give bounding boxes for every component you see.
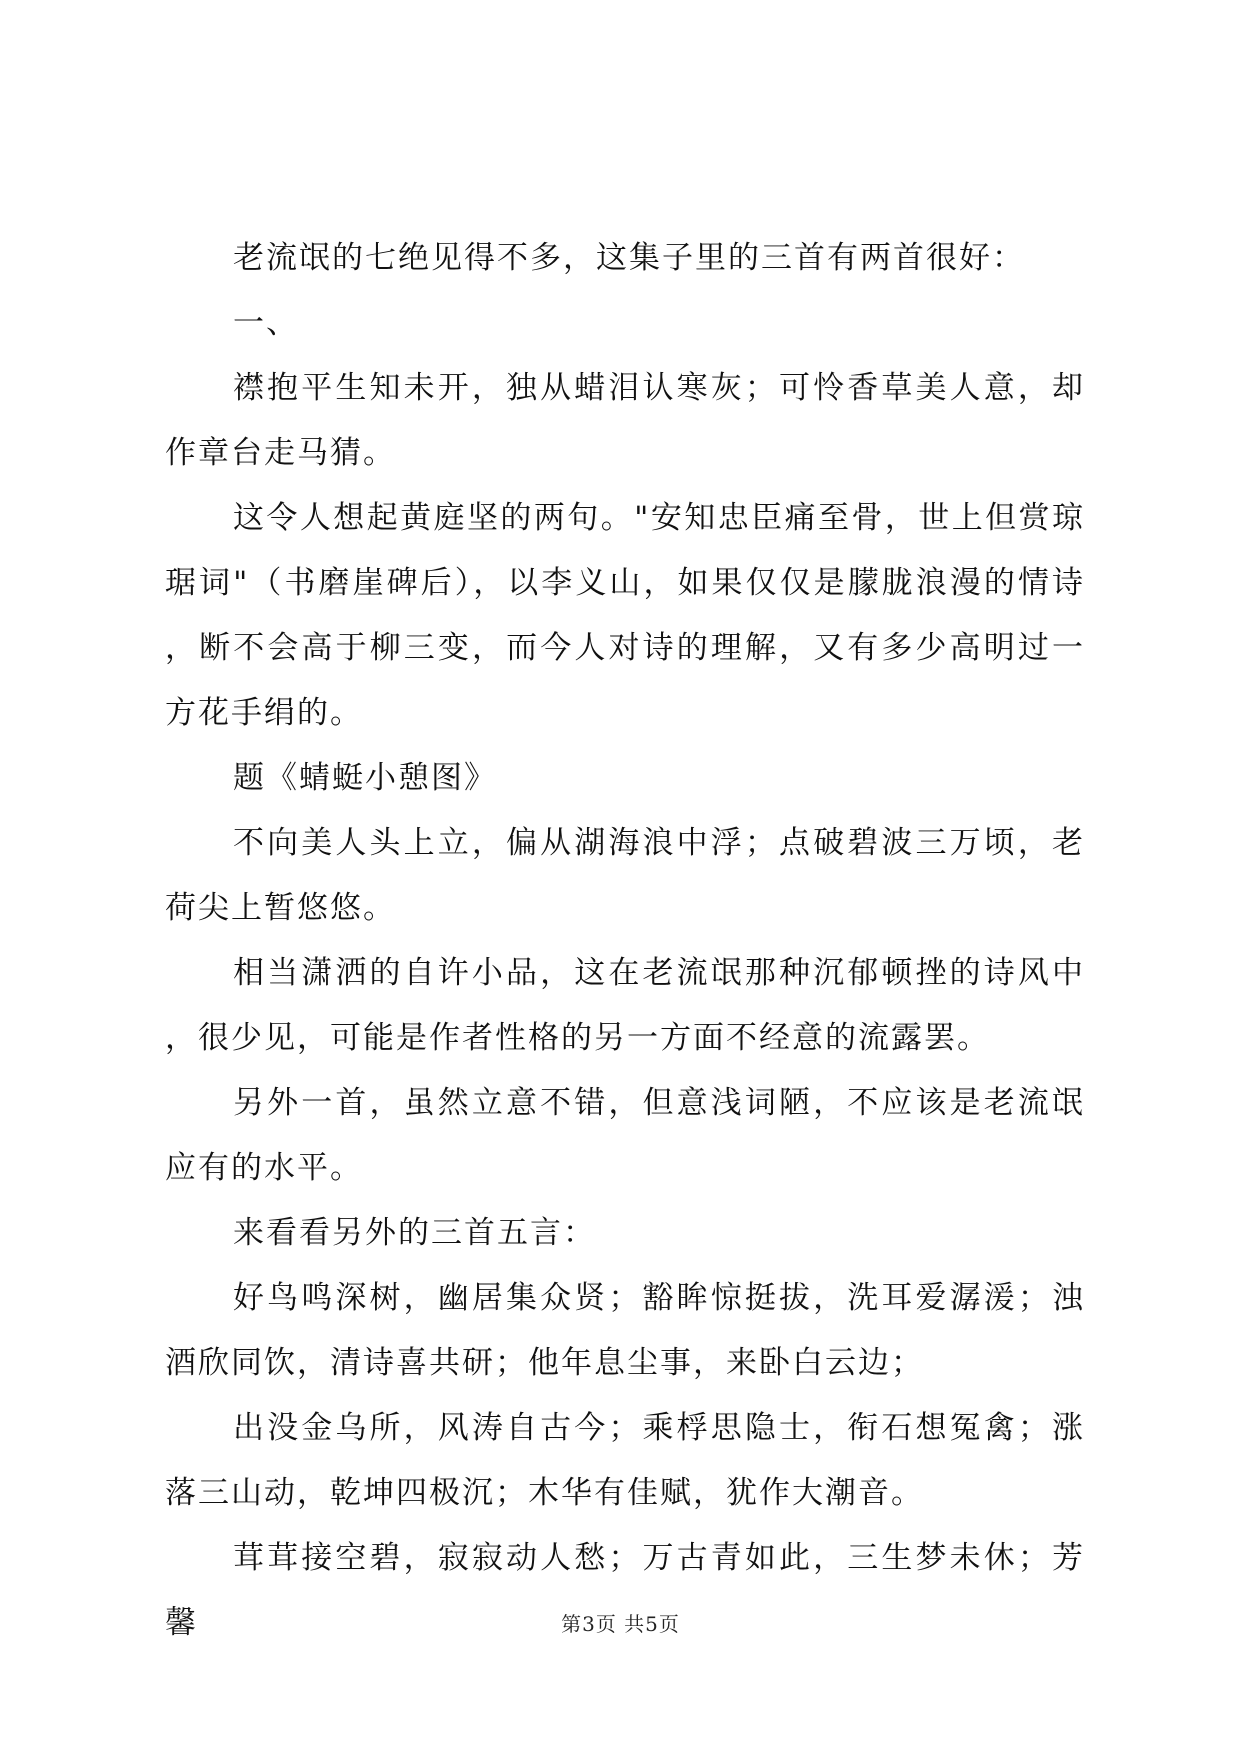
paragraph-wuyan-poem-1: 好鸟鸣深树，幽居集众贤；豁眸惊挺拔，洗耳爱潺湲；浊酒欣同饮，清诗喜共研；他年息尘事，来卧白云边； — [165, 1280, 1085, 1381]
paragraph-commentary-3: 另外一首，虽然立意不错，但意浅词陋，不应该是老流氓应有的水平。 — [165, 1085, 1085, 1186]
paragraph-intro: 老流氓的七绝见得不多，这集子里的三首有两首很好： — [233, 240, 1025, 276]
document-body — [165, 226, 1085, 1656]
paragraph-poem-2: 不向美人头上立，偏从湖海浪中浮；点破碧波三万顷，老荷尖上暂悠悠。 — [165, 825, 1085, 926]
paragraph-commentary-2: 相当潇洒的自许小品，这在老流氓那种沉郁顿挫的诗风中，很少见，可能是作者性格的另一方面不经意的流露罢。 — [165, 955, 1085, 1056]
paragraph-poem-1: 襟抱平生知未开，独从蜡泪认寒灰；可怜香草美人意，却作章台走马猜。 — [165, 370, 1085, 471]
paragraph-section-marker: 一、 — [233, 305, 299, 341]
paragraph-commentary-1: 这令人想起黄庭坚的两句。"安知忠臣痛至骨，世上但赏琼琚词"（书磨崖碑后），以李义山，如果仅仅是朦胧浪漫的情诗，断不会高于柳三变，而今人对诗的理解，又有多少高明过一方花手绢的。 — [165, 500, 1085, 731]
paragraph-poem-title: 题《蜻蜓小憩图》 — [233, 760, 497, 796]
paragraph-wuyan-poem-3: 茸茸接空碧，寂寂动人愁；万古青如此，三生梦未休；芳馨 — [165, 1540, 1085, 1641]
paragraph-wuyan-poem-2: 出没金乌所，风涛自古今；乘桴思隐士，衔石想冤禽；涨落三山动，乾坤四极沉；木华有佳赋，犹作大潮音。 — [165, 1410, 1085, 1511]
paragraph-wuyan-intro: 来看看另外的三首五言： — [233, 1215, 596, 1251]
page-number-footer: 第3页 共5页 — [561, 1612, 680, 1636]
